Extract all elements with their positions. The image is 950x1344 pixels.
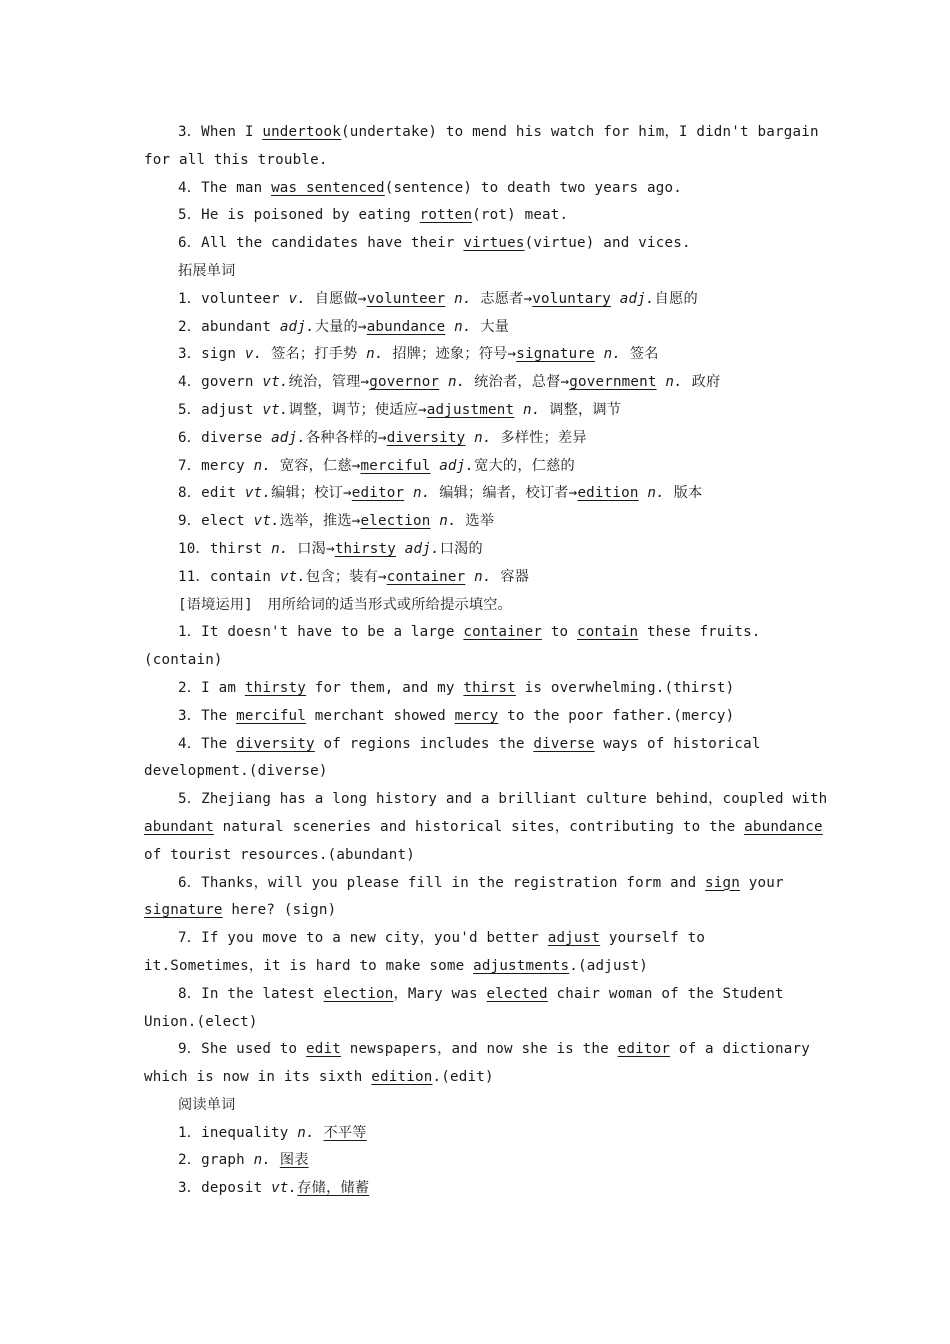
text-span: 8．In the latest xyxy=(178,985,324,1002)
text-line xyxy=(144,147,814,175)
part-of-speech: n. xyxy=(366,346,384,363)
text-span: natural sceneries and historical sites，contributing to the xyxy=(213,818,745,835)
answer-blank: government xyxy=(569,374,657,391)
answer-blank: merciful xyxy=(360,457,431,474)
answer-blank: election xyxy=(360,513,431,530)
text-span: 3．The xyxy=(178,707,237,724)
answer-blank: thirst xyxy=(463,679,516,696)
text-span: merchant showed xyxy=(306,707,455,724)
text-span xyxy=(396,541,405,557)
answer-blank: thirsty xyxy=(244,679,307,696)
text-span: 选举，推选→ xyxy=(279,513,361,530)
text-span: 拓展单词 xyxy=(178,262,236,279)
text-line xyxy=(144,897,814,925)
answer-blank: adjustment xyxy=(426,401,515,418)
part-of-speech: n. xyxy=(253,1152,272,1169)
text-line xyxy=(144,675,814,703)
text-line xyxy=(144,286,814,314)
answer-blank: abundance xyxy=(366,318,446,335)
answer-blank: election xyxy=(323,985,394,1002)
answer-blank: was sentenced xyxy=(271,179,385,196)
document-body xyxy=(144,119,828,1203)
text-span: 9．elect xyxy=(178,513,254,530)
text-span xyxy=(315,1125,324,1141)
text-span: 6．Thanks，will you please fill in the registration form and xyxy=(178,874,706,891)
text-span: 多样性；差异 xyxy=(491,429,587,446)
answer-blank: editor xyxy=(351,485,405,502)
part-of-speech: n. xyxy=(439,513,457,530)
part-of-speech: vt. xyxy=(244,485,272,502)
answer-blank: signature xyxy=(516,346,595,363)
text-span: 1．volunteer xyxy=(178,290,289,307)
text-span: 8．edit xyxy=(178,485,245,502)
text-span: for them, and my xyxy=(306,679,464,696)
answer-blank: adjust xyxy=(547,930,601,947)
part-of-speech: n. xyxy=(474,568,492,585)
text-line xyxy=(144,1009,814,1037)
part-of-speech: adj. xyxy=(619,290,655,307)
text-span xyxy=(611,291,620,307)
text-span: 10．thirst xyxy=(178,540,272,557)
text-span xyxy=(445,291,454,307)
answer-blank: merciful xyxy=(236,707,307,724)
text-span: for all this trouble. xyxy=(144,151,328,168)
text-span: to the poor father.(mercy) xyxy=(498,707,735,724)
text-line xyxy=(144,842,814,870)
text-span: 3．When I xyxy=(178,124,263,140)
answer-blank: elected xyxy=(486,985,548,1002)
text-line xyxy=(144,647,814,675)
text-span: 3．sign xyxy=(178,346,245,363)
text-span xyxy=(465,569,474,585)
text-span: chair woman of the Student xyxy=(547,985,784,1002)
answer-blank: abundant xyxy=(144,818,214,835)
text-span: 5．Zhejiang has a long history and a brilliant culture behind，coupled with xyxy=(178,791,828,808)
part-of-speech: v. xyxy=(244,346,263,363)
text-span: 1．inequality xyxy=(178,1124,298,1141)
text-span: ways of historical xyxy=(594,735,761,752)
text-line xyxy=(144,786,828,814)
text-span xyxy=(439,374,448,390)
answer-blank: undertook xyxy=(262,124,342,140)
answer-blank: edition xyxy=(577,485,639,502)
answer-blank: mercy xyxy=(454,707,499,724)
part-of-speech: n. xyxy=(271,540,289,557)
text-span: 2．abundant xyxy=(178,318,280,335)
text-span: 大量的→ xyxy=(314,318,367,335)
text-line xyxy=(144,119,819,147)
text-line xyxy=(144,1092,814,1120)
text-span: 7．mercy xyxy=(178,457,254,474)
text-span: 选举 xyxy=(456,513,495,530)
part-of-speech: v. xyxy=(288,290,307,307)
text-line xyxy=(144,480,814,508)
text-span: 口渴→ xyxy=(288,540,335,557)
text-span: (undertake) to mend his watch for him，I didn't bargain xyxy=(341,124,819,140)
text-line xyxy=(144,981,814,1009)
answer-blank: thirsty xyxy=(334,540,397,557)
text-span: 宽大的，仁慈的 xyxy=(474,457,575,474)
answer-blank: 不平等 xyxy=(323,1124,367,1141)
part-of-speech: n. xyxy=(412,485,431,502)
part-of-speech: adj. xyxy=(271,429,307,446)
text-span: 4．The man xyxy=(178,179,272,196)
text-span: 11．contain xyxy=(178,568,280,585)
text-span: 宽容，仁慈→ xyxy=(271,457,361,474)
part-of-speech: n. xyxy=(447,374,466,391)
text-line xyxy=(144,230,814,258)
text-span: to xyxy=(542,624,578,641)
text-span: [语境运用] 用所给词的适当形式或所给提示填空。 xyxy=(178,596,513,613)
text-line xyxy=(144,703,814,731)
text-line xyxy=(144,1147,814,1175)
part-of-speech: n. xyxy=(647,485,665,502)
part-of-speech: n. xyxy=(454,290,472,307)
text-span: 统治者，总督→ xyxy=(465,374,570,391)
text-span xyxy=(404,485,413,501)
text-span: is overwhelming.(thirst) xyxy=(515,679,735,696)
text-span: 自愿做→ xyxy=(306,290,367,307)
text-span: 统治，管理→ xyxy=(288,374,370,391)
part-of-speech: vt. xyxy=(253,513,280,530)
text-span: 志愿者→ xyxy=(471,290,533,307)
text-span xyxy=(465,430,474,446)
text-span: 9．She used to xyxy=(178,1041,307,1058)
text-line xyxy=(144,453,814,481)
text-line xyxy=(144,1036,814,1064)
text-line xyxy=(144,508,814,536)
text-line xyxy=(144,814,823,842)
text-line xyxy=(144,564,814,592)
text-span: 3．deposit xyxy=(178,1180,272,1197)
text-span: 容器 xyxy=(491,568,530,585)
part-of-speech: adj. xyxy=(404,540,440,557)
text-span xyxy=(271,1152,280,1168)
text-line xyxy=(144,536,814,564)
text-span: 1．It doesn't have to be a large xyxy=(178,624,464,641)
text-span: yourself to xyxy=(600,930,706,947)
text-span: 招牌；迹象；符号→ xyxy=(383,346,517,363)
text-span xyxy=(430,458,439,474)
text-span: 2．I am xyxy=(178,679,245,696)
text-line xyxy=(144,369,814,397)
answer-blank: voluntary xyxy=(532,290,611,307)
answer-blank: contain xyxy=(577,624,639,641)
text-span: 4．The xyxy=(178,735,237,752)
text-span: 5．He is poisoned by eating xyxy=(178,207,420,224)
text-span: newspapers，and now she is the xyxy=(341,1041,618,1058)
answer-blank: signature xyxy=(144,902,223,919)
text-span: (rot) meat. xyxy=(472,207,569,224)
text-span: 编辑；校订→ xyxy=(271,485,352,502)
answer-blank: diversity xyxy=(236,735,315,752)
answer-blank: sign xyxy=(705,874,741,891)
text-span: 6．diverse xyxy=(178,429,272,446)
text-span: these fruits. xyxy=(638,624,761,641)
text-span: 版本 xyxy=(664,485,703,502)
answer-blank: container xyxy=(463,624,543,641)
text-span: 自愿的 xyxy=(654,290,698,307)
text-span: of tourist resources.(abundant) xyxy=(144,846,415,863)
answer-blank: editor xyxy=(617,1041,671,1058)
answer-blank: diversity xyxy=(386,429,466,446)
answer-blank: governor xyxy=(369,374,440,391)
text-span: 调整，调节；使适应→ xyxy=(288,401,427,418)
text-line xyxy=(144,1064,814,1092)
part-of-speech: n. xyxy=(522,401,541,418)
part-of-speech: n. xyxy=(454,318,472,335)
text-span: 政府 xyxy=(682,374,721,391)
text-span xyxy=(595,346,604,362)
text-line xyxy=(144,619,814,647)
text-span: development.(diverse) xyxy=(144,763,328,780)
text-span: it.Sometimes，it is hard to make some xyxy=(144,957,474,974)
text-span: (sentence) to death two years ago. xyxy=(384,179,682,196)
text-span: here? (sign) xyxy=(222,902,337,919)
answer-blank: volunteer xyxy=(366,290,446,307)
text-line xyxy=(144,397,814,425)
answer-blank: rotten xyxy=(419,207,473,224)
answer-blank: adjustments xyxy=(473,957,570,974)
text-span: 签名；打手势 xyxy=(262,346,367,363)
part-of-speech: vt. xyxy=(262,374,289,391)
text-span: 口渴的 xyxy=(439,540,483,557)
text-span: 签名 xyxy=(621,346,659,363)
text-span: 4．govern xyxy=(178,374,263,391)
answer-blank: edit xyxy=(306,1041,341,1058)
text-span: ，Mary was xyxy=(393,985,487,1002)
text-line xyxy=(144,592,814,620)
text-span: 大量 xyxy=(471,318,510,335)
text-line xyxy=(144,175,814,203)
text-span xyxy=(514,402,523,418)
answer-blank: diverse xyxy=(533,735,595,752)
text-line xyxy=(144,202,814,230)
text-line xyxy=(144,731,814,759)
text-span xyxy=(445,319,454,335)
answer-blank: abundance xyxy=(744,818,823,835)
text-line xyxy=(144,258,814,286)
part-of-speech: n. xyxy=(603,346,622,363)
text-span: 6．All the candidates have their xyxy=(178,235,464,252)
text-span: .(adjust) xyxy=(569,957,648,974)
text-span: 调整，调节 xyxy=(540,401,622,418)
part-of-speech: n. xyxy=(474,429,492,446)
answer-blank: 图表 xyxy=(279,1152,309,1169)
text-span: (contain) xyxy=(144,652,223,669)
part-of-speech: vt. xyxy=(279,568,307,585)
answer-blank: 存储，储蓄 xyxy=(297,1180,370,1197)
text-span xyxy=(430,513,439,529)
part-of-speech: vt. xyxy=(271,1180,298,1197)
text-line xyxy=(144,870,814,898)
text-line xyxy=(144,953,814,981)
text-span: of regions includes the xyxy=(314,735,534,752)
text-line xyxy=(144,1175,814,1203)
part-of-speech: adj. xyxy=(439,457,475,474)
text-line xyxy=(144,341,814,369)
part-of-speech: n. xyxy=(253,457,272,474)
text-span: your xyxy=(740,874,784,891)
text-span: which is now in its sixth xyxy=(144,1069,372,1086)
text-span: 包含；装有→ xyxy=(306,568,387,585)
text-line xyxy=(144,1120,814,1148)
text-span: 阅读单词 xyxy=(178,1096,236,1113)
text-span: 各种各样的→ xyxy=(306,429,387,446)
text-line xyxy=(144,758,814,786)
text-span: Union.(elect) xyxy=(144,1013,258,1030)
text-line xyxy=(144,425,814,453)
text-span: 编辑；编者，校订者→ xyxy=(430,485,578,502)
part-of-speech: n. xyxy=(297,1124,315,1141)
text-span: (virtue) and vices. xyxy=(524,235,691,252)
part-of-speech: n. xyxy=(665,374,683,391)
text-span: 5．adjust xyxy=(178,401,263,418)
text-line xyxy=(144,925,814,953)
part-of-speech: vt. xyxy=(262,401,289,418)
part-of-speech: adj. xyxy=(279,318,315,335)
answer-blank: edition xyxy=(371,1069,433,1086)
answer-blank: container xyxy=(386,568,466,585)
text-span: 2．graph xyxy=(178,1152,254,1169)
text-span: of a dictionary xyxy=(670,1041,810,1058)
answer-blank: virtues xyxy=(463,235,525,252)
text-span: .(edit) xyxy=(432,1069,494,1086)
text-line xyxy=(144,314,814,342)
text-span: 7．If you move to a new city，you'd better xyxy=(178,930,548,947)
